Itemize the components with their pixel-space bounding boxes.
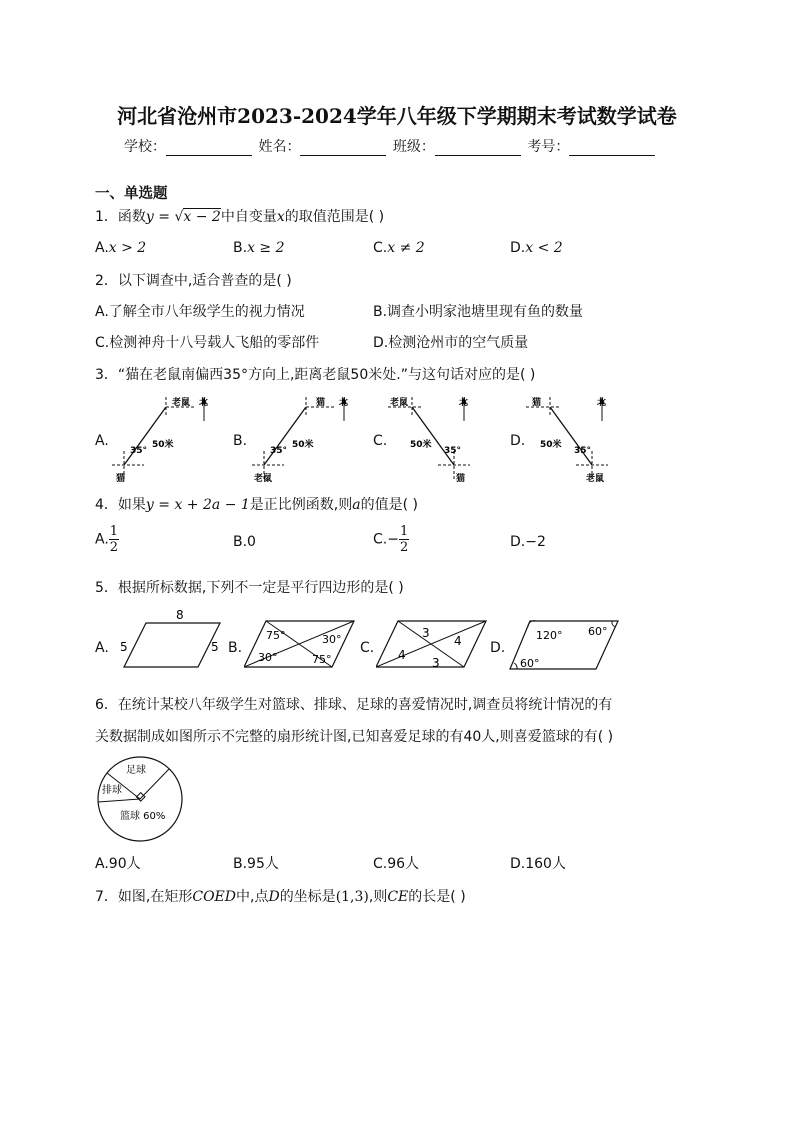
q1-sqrt-sign: √ (174, 209, 184, 225)
q7-suffix: 的长是( ) (408, 889, 466, 905)
q4-prefix: 4．如果 (95, 497, 146, 513)
q3d-mouse: 老鼠 (586, 474, 605, 484)
q4-a-den: 2 (109, 540, 119, 555)
q5a-right: 5 (211, 640, 219, 654)
q4-mid: 是正比例函数,则 (249, 497, 353, 513)
q4-option-a[interactable] (95, 524, 119, 555)
student-info-line (124, 136, 657, 156)
q2-option-a[interactable]: A.了解全市八年级学生的视力情况 (95, 304, 305, 320)
q1-c-label: C. (373, 240, 388, 256)
school-field[interactable] (166, 139, 252, 156)
q1-b-label: B. (233, 240, 248, 256)
q5-figure-d (508, 615, 620, 673)
q5-figure-c (376, 615, 488, 673)
q1-a-label: A. (95, 240, 109, 256)
q1-option-c[interactable] (373, 240, 425, 256)
q3-label-d[interactable]: D. (510, 433, 526, 449)
q7-mid1: 中,点 (236, 889, 269, 905)
q3b-distance: 50米 (292, 440, 314, 450)
q7-prefix: 7．如图,在矩形 (95, 889, 193, 905)
q4-c-den: 2 (399, 540, 409, 555)
q5c-seg-4: 3 (432, 656, 440, 670)
q2-option-b[interactable]: B.调查小明家池塘里现有鱼的数量 (373, 304, 584, 320)
q7-rect: COED (192, 889, 236, 905)
class-field[interactable] (435, 139, 521, 156)
q6-pie-chart (96, 755, 186, 843)
question-5: 5．根据所标数据,下列不一定是平行四边形的是( ) (95, 580, 404, 596)
q3a-distance: 50米 (152, 440, 174, 450)
q1-eq: = (153, 209, 175, 225)
q3c-angle: 35° (444, 446, 462, 456)
q6-option-c[interactable]: C.96人 (373, 856, 420, 872)
q7-mid3: ,则 (368, 889, 388, 905)
q3d-cat: 猫 (532, 398, 542, 408)
q3a-angle: 35° (130, 446, 148, 456)
q4-c-label: C.− (373, 531, 399, 548)
q1-option-d[interactable] (510, 240, 563, 256)
number-label: 考号： (527, 139, 570, 155)
q3-label-c[interactable]: C. (373, 433, 388, 449)
q1-d-label: D. (510, 240, 526, 256)
q4-option-c[interactable] (373, 524, 409, 555)
q6-pie-basketball: 篮球 60% (120, 811, 166, 822)
question-2: 2．以下调查中,适合普查的是( ) (95, 273, 292, 289)
q3-figure-b (248, 393, 358, 485)
name-field[interactable] (300, 139, 386, 156)
q5b-angle-3: 30° (322, 633, 342, 646)
q3c-cat: 猫 (456, 474, 466, 484)
number-field[interactable] (569, 139, 655, 156)
q1-option-a[interactable] (95, 240, 146, 256)
q6-option-b[interactable]: B.95人 (233, 856, 279, 872)
q5d-angle-1: 120° (536, 629, 563, 642)
q3a-mouse: 老鼠 (172, 398, 191, 408)
q5-label-d[interactable]: D. (490, 640, 506, 656)
q6-option-a[interactable]: A.90人 (95, 856, 141, 872)
section-title: 一、单选题 (95, 186, 168, 202)
q4-var: a (352, 497, 361, 513)
q3a-cat: 猫 (116, 474, 126, 484)
q7-seg: CE (387, 889, 409, 905)
question-1 (95, 206, 384, 226)
q5-label-a[interactable]: A. (95, 640, 109, 656)
q3-label-a[interactable]: A. (95, 433, 109, 449)
q1-c-text: x ≠ 2 (387, 240, 425, 256)
q5-label-b[interactable]: B. (228, 640, 243, 656)
question-7 (95, 886, 466, 906)
q5c-seg-2: 4 (454, 634, 462, 648)
q5b-angle-1: 75° (266, 629, 286, 642)
q5b-angle-2: 30° (258, 651, 278, 664)
q1-y: y (145, 209, 154, 225)
q3-figure-d (526, 393, 636, 485)
q3b-mouse: 老鼠 (254, 474, 273, 484)
q2-option-c[interactable]: C.检测神舟十八号载人飞船的零部件 (95, 335, 320, 351)
question-4 (95, 494, 418, 514)
q5a-top: 8 (176, 608, 184, 622)
q5b-angle-4: 75° (312, 653, 332, 666)
q3c-north: 北 (459, 398, 469, 408)
q1-var: x (276, 209, 285, 225)
q3c-mouse: 老鼠 (390, 398, 409, 408)
q7-point: D (268, 889, 280, 905)
q4-a-label: A. (95, 531, 109, 548)
q6-option-d[interactable]: D.160人 (510, 856, 566, 872)
q1-mid: 中自变量 (220, 209, 277, 225)
q7-mid2: 的坐标是 (279, 889, 336, 905)
q1-a-text: x > 2 (108, 240, 147, 256)
q3a-north: 北 (199, 398, 209, 408)
q5a-left: 5 (120, 640, 128, 654)
school-label: 学校： (124, 139, 166, 155)
q3b-north: 北 (339, 398, 349, 408)
q1-option-b[interactable] (233, 240, 285, 256)
q3-figure-a (108, 393, 218, 485)
q5-figure-a (110, 605, 226, 673)
q3-label-b[interactable]: B. (233, 433, 248, 449)
q5c-seg-1: 3 (422, 626, 430, 640)
q6-pie-volleyball: 排球 (102, 785, 122, 796)
name-label: 姓名： (258, 139, 301, 155)
q6-pie-football: 足球 (126, 765, 146, 776)
q5c-seg-3: 4 (398, 648, 406, 662)
question-6-line-2: 关数据制成如图所示不完整的扇形统计图,已知喜爱足球的有40人,则喜爱篮球的有( ) (95, 729, 614, 745)
q4-c-fraction (399, 524, 409, 555)
q3c-distance: 50米 (410, 440, 432, 450)
q1-suffix: 的取值范围是( ) (284, 209, 385, 225)
q4-suffix: 的值是( ) (360, 497, 418, 513)
q5-label-c[interactable]: C. (360, 640, 375, 656)
q4-a-num: 1 (109, 524, 119, 539)
q4-c-num: 1 (399, 524, 409, 539)
exam-title: 河北省沧州市2023-2024学年八年级下学期期末考试数学试卷 (117, 104, 677, 128)
q1-prefix: 1．函数 (95, 209, 146, 225)
q7-coord: (1,3) (335, 889, 369, 905)
q3b-cat: 猫 (316, 398, 326, 408)
q3-figure-c (388, 393, 498, 485)
q1-radicand: x − 2 (183, 209, 221, 225)
question-6-line-1: 6．在统计某校八年级学生对篮球、排球、足球的喜爱情况时,调查员将统计情况的有 (95, 697, 613, 713)
q4-option-b[interactable]: B.0 (233, 534, 256, 550)
q4-expr: y = x + 2a − 1 (145, 497, 250, 513)
q5d-angle-2: 60° (588, 625, 608, 638)
q4-a-fraction (109, 524, 119, 555)
q3d-distance: 50米 (540, 440, 562, 450)
q3b-angle: 35° (270, 446, 288, 456)
q1-b-text: x ≥ 2 (247, 240, 285, 256)
q1-d-text: x < 2 (525, 240, 563, 256)
class-label: 班级： (392, 139, 435, 155)
q5-figure-b (244, 615, 356, 673)
question-3: 3．“猫在老鼠南偏西35°方向上,距离老鼠50米处.”与这句话对应的是( ) (95, 367, 536, 383)
q4-option-d[interactable]: D.−2 (510, 534, 546, 550)
q5d-angle-3: 60° (520, 657, 540, 670)
q2-option-d[interactable]: D.检测沧州市的空气质量 (373, 335, 529, 351)
q3d-angle: 35° (574, 446, 592, 456)
q3d-north: 北 (597, 398, 607, 408)
